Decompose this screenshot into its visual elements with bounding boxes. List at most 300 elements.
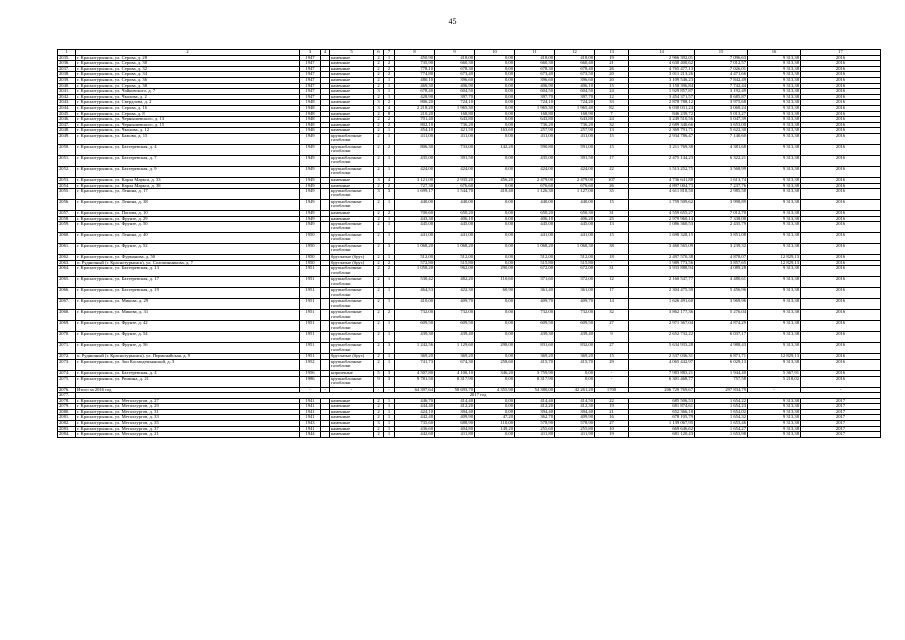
floors-cell: 2	[374, 310, 384, 321]
area-cell: 450,90	[395, 55, 435, 61]
area-cell: 530,42	[395, 277, 435, 288]
address-cell: г. Краснотурьинск, ул. Ленина, д. 17	[76, 189, 300, 200]
year-built-cell: 1948	[300, 111, 321, 117]
cost-cell: 681 874,61	[629, 404, 695, 410]
area-cell: 0,00	[475, 398, 515, 404]
year-built-cell: 1949	[300, 155, 321, 166]
plan-year-cell: 2016	[801, 343, 881, 354]
residents-cell: 19	[595, 404, 629, 410]
plan-year-cell: 2016	[801, 55, 881, 61]
total-dash-cell: -	[330, 387, 374, 393]
cost-cell: 2 979 960,14	[629, 216, 695, 222]
limit-cost-cell: 9 313,38	[748, 211, 801, 217]
total-dash-cell: -	[384, 387, 395, 393]
area-cell: 609,50	[555, 321, 595, 332]
address-cell: г. Краснотурьинск, ул. Бахтеревская, д. 4	[76, 144, 300, 155]
year-built-cell: 1941	[300, 398, 321, 404]
row-number: 2050.	[58, 144, 76, 155]
address-cell: г. Краснотурьинск, ул. Зои Космодемьянской, д. 3	[76, 360, 300, 371]
table-row	[58, 343, 881, 354]
year-built-cell: 1949	[300, 189, 321, 200]
unit-cost-cell: 4 874,29	[695, 321, 748, 332]
cost-cell: 678 105,79	[629, 415, 695, 421]
limit-cost-cell: 12 829,13	[748, 260, 801, 266]
row-number: 2076.	[58, 387, 76, 393]
cost-cell: 669 646,62	[629, 426, 695, 432]
entrances-cell: 1	[384, 94, 395, 100]
floors-cell: 9	[374, 376, 384, 387]
entrances-cell: 1	[384, 321, 395, 332]
unit-cost-cell: 3 969,96	[695, 299, 748, 310]
area-cell: 512,00	[515, 255, 555, 261]
wall-material-cell: каменные	[330, 409, 374, 415]
floors-cell: 3	[374, 189, 384, 200]
address-cell: г. Краснотурьинск, ул. Металлургов, д. 29	[76, 404, 300, 410]
row-number: 2060.	[58, 233, 76, 244]
wall-material-cell: брусчатые (брус)	[330, 255, 374, 261]
residents-cell: 20	[595, 77, 629, 83]
floors-cell: 2	[374, 128, 384, 134]
row-number: 2077.	[58, 393, 76, 398]
residents-cell: 27	[595, 321, 629, 332]
year-built-cell: 1941	[300, 415, 321, 421]
year-built-cell: 1949	[300, 166, 321, 177]
limit-cost-cell: 9 313,38	[748, 111, 801, 117]
plan-year-cell: 2016	[801, 166, 881, 177]
area-cell: 396,60	[435, 77, 475, 83]
area-cell: 778,10	[395, 66, 435, 72]
residents-cell: 82	[595, 105, 629, 111]
entrances-cell: 1	[384, 133, 395, 144]
unit-cost-cell: 1 654,23	[695, 404, 748, 410]
address-cell: г. Краснотурьинск, ул. Свердлова, д. 2	[76, 100, 300, 106]
plan-year-cell: 2016	[801, 299, 881, 310]
address-cell: г. Краснотурьинск, ул. Фрунзе, д. 29	[76, 216, 300, 222]
wall-material-cell: каменные	[330, 55, 374, 61]
floors-cell: 2	[374, 94, 384, 100]
area-cell: 397,70	[555, 94, 595, 100]
wall-material-cell: каменные	[330, 94, 374, 100]
area-cell: 397,70	[435, 94, 475, 100]
limit-cost-cell: 9 313,38	[748, 183, 801, 189]
page-number: 45	[448, 17, 457, 26]
wall-material-cell: каменные	[330, 77, 374, 83]
column-number-5: 5	[330, 50, 374, 56]
area-cell: 660,40	[555, 61, 595, 67]
table-row	[58, 360, 881, 371]
row-number: 2065.	[58, 277, 76, 288]
entrances-cell: 2	[384, 266, 395, 277]
wall-material-cell: каменные	[330, 72, 374, 78]
floors-cell: 2	[374, 200, 384, 211]
table-row	[58, 222, 881, 233]
residents-cell: 19	[595, 55, 629, 61]
residents-cell: 25	[595, 216, 629, 222]
area-cell: 806,30	[395, 144, 435, 155]
area-cell: 406,10	[515, 216, 555, 222]
cost-cell: 4 065 442,97	[629, 360, 695, 371]
year-built-cell: 1944	[300, 432, 321, 438]
residents-cell: -	[595, 376, 629, 387]
col4-cell	[321, 144, 330, 155]
row-number: 2081.	[58, 415, 76, 421]
cost-cell: 2 966 392,01	[629, 55, 695, 61]
year-built-cell: 1949	[300, 211, 321, 217]
wall-material-cell: каменные	[330, 89, 374, 95]
cost-cell: 6 030 031,24	[629, 105, 695, 111]
area-cell: 674,30	[435, 360, 475, 371]
wall-material-cell: крупноблочные газоблоки	[330, 166, 374, 177]
table-row	[58, 155, 881, 166]
residents-cell: 24	[595, 89, 629, 95]
year-built-cell: 1951	[300, 343, 321, 354]
area-cell: 0,00	[475, 354, 515, 360]
cost-cell: 3 109 546,23	[629, 77, 695, 83]
housing-register-table	[57, 49, 880, 438]
area-cell: 9 781,50	[395, 376, 435, 387]
area-cell: 604,50	[435, 89, 475, 95]
limit-cost-cell: 9 313,38	[748, 321, 801, 332]
area-cell: 391,50	[555, 155, 595, 166]
cost-cell: 1 759 509,62	[629, 200, 695, 211]
col4-cell	[321, 321, 330, 332]
area-cell: 1 965,30	[435, 105, 475, 111]
area-cell: 394,40	[555, 409, 595, 415]
cost-cell: 4 765 477,13	[629, 66, 695, 72]
table-row	[58, 332, 881, 343]
area-cell: 0,00	[475, 77, 515, 83]
area-cell: 0,00	[475, 83, 515, 89]
residents-cell: 27	[595, 421, 629, 427]
unit-cost-cell: 7 237,76	[695, 183, 748, 189]
col4-cell	[321, 288, 330, 299]
residents-cell: 26	[595, 183, 629, 189]
area-cell: 369,20	[555, 354, 595, 360]
area-cell: 733,00	[435, 144, 475, 155]
area-cell: 515,80	[555, 260, 595, 266]
plan-year-cell: 2016	[801, 122, 881, 128]
cost-cell: 2 537 036,31	[629, 354, 695, 360]
area-cell: 482,20	[435, 277, 475, 288]
area-cell: 0,00	[475, 183, 515, 189]
area-cell: 404,80	[435, 426, 475, 432]
col4-cell	[321, 155, 330, 166]
area-cell: 391,50	[435, 155, 475, 166]
row-number: 2062.	[58, 255, 76, 261]
wall-material-cell: каменные	[330, 404, 374, 410]
area-cell: 412,20	[515, 404, 555, 410]
limit-cost-cell: 9 313,38	[748, 409, 801, 415]
row-number: 2066.	[58, 288, 76, 299]
area-cell: 1 242,56	[395, 343, 435, 354]
floors-cell: 2	[374, 415, 384, 421]
area-cell: 676,60	[555, 183, 595, 189]
row-number: 2040.	[58, 83, 76, 89]
entrances-cell: 3	[384, 371, 395, 377]
limit-cost-cell: 9 313,38	[748, 343, 801, 354]
area-cell: 4 106,10	[435, 371, 475, 377]
table-row	[58, 376, 881, 387]
entrances-cell: 2	[384, 100, 395, 106]
cost-cell: 3 454 371,57	[629, 94, 695, 100]
wall-material-cell: каменные	[330, 398, 374, 404]
unit-cost-cell: 7 026,01	[695, 66, 748, 72]
plan-year-cell: 2016	[801, 255, 881, 261]
year-built-cell: 1948	[300, 122, 321, 128]
area-cell: 142,20	[475, 144, 515, 155]
address-cell: г. Краснотурьинск, ул. Фурманова, д. 50	[76, 255, 300, 261]
year-built-cell: 1949	[300, 222, 321, 233]
row-number: 2041.	[58, 89, 76, 95]
area-cell: 0,00	[475, 117, 515, 123]
floors-cell: 3	[374, 89, 384, 95]
area-cell: 2 935,20	[435, 177, 475, 183]
plan-year-cell: 2016	[801, 376, 881, 387]
wall-material-cell: крупноблочные газоблоки	[330, 200, 374, 211]
address-cell: г. Краснотурьинск, ул. Бахтеревская, д. 13	[76, 266, 300, 277]
col4-cell	[321, 244, 330, 255]
unit-cost-cell: 7 338,00	[695, 216, 748, 222]
cost-cell: 1 086 360,53	[629, 222, 695, 233]
entrances-cell: 1	[384, 409, 395, 415]
unit-cost-cell: 1 654,32	[695, 415, 748, 421]
area-cell: 0,00	[475, 376, 515, 387]
wall-material-cell: крупноблочные газоблоки	[330, 144, 374, 155]
address-cell: г. Краснотурьинск, ул. Чайковского, д. 7	[76, 89, 300, 95]
limit-cost-cell: 9 313,38	[748, 266, 801, 277]
row-number: 2064.	[58, 266, 76, 277]
address-cell: г. Краснотурьинск, ул. Чкалова, д. 2	[76, 94, 300, 100]
address-cell: г. Краснотурьинск, ул. Бахтеревская, д. 17	[76, 277, 300, 288]
area-cell: 0,00	[475, 133, 515, 144]
limit-cost-cell: 9 313,38	[748, 404, 801, 410]
table-row	[58, 244, 881, 255]
area-cell: 414,50	[555, 398, 595, 404]
area-cell: 409,90	[555, 415, 595, 421]
area-cell: 149,20	[475, 426, 515, 432]
row-number: 2072.	[58, 354, 76, 360]
area-cell: 411,90	[555, 432, 595, 438]
total-year-cell: -	[801, 387, 881, 393]
area-cell: 110,60	[475, 277, 515, 288]
wall-material-cell: брусчатые (брус)	[330, 260, 374, 266]
entrances-cell: 1	[384, 432, 395, 438]
unit-cost-cell: 5 013,27	[695, 111, 748, 117]
cost-cell: 1 139 067,95	[629, 421, 695, 427]
plan-year-cell: 2016	[801, 89, 881, 95]
year-built-cell: 1948	[300, 100, 321, 106]
year-built-cell: 1947	[300, 89, 321, 95]
area-cell: 442,60	[395, 432, 435, 438]
wall-material-cell: каменные	[330, 61, 374, 67]
residents-cell: 32	[595, 310, 629, 321]
area-cell: 409,70	[555, 299, 595, 310]
area-cell: 371,60	[515, 277, 555, 288]
address-cell: г. Краснотурьинск, ул. Бахтеревская, д. 4	[76, 371, 300, 377]
plan-year-cell: 2016	[801, 260, 881, 266]
area-cell: 735,60	[395, 421, 435, 427]
area-cell: 436,60	[395, 426, 435, 432]
address-cell: г. Краснотурьинск, ул. Серова, д. 38	[76, 83, 300, 89]
unit-cost-cell: 7 842,49	[695, 77, 748, 83]
col4-cell	[321, 166, 330, 177]
area-cell: 736,20	[555, 122, 595, 128]
area-cell: 0,00	[475, 255, 515, 261]
address-cell: г. Краснотурьинск, ул. Фрунзе, д. 52	[76, 244, 300, 255]
entrances-cell: 1	[384, 299, 395, 310]
cost-cell: 3 862 177,36	[629, 310, 695, 321]
year-built-cell: 1941	[300, 426, 321, 432]
wall-material-cell: каменные	[330, 100, 374, 106]
year-built-cell: 1949	[300, 133, 321, 144]
area-cell: 440,00	[435, 200, 475, 211]
cost-cell: 846 239,72	[629, 111, 695, 117]
floors-cell: 3	[374, 421, 384, 427]
plan-year-cell: 2016	[801, 321, 881, 332]
col4-cell	[321, 376, 330, 387]
year-built-cell: 1951	[300, 321, 321, 332]
total-area-cell: 58 693,70	[435, 387, 475, 393]
area-cell: 774,80	[395, 72, 435, 78]
entrances-cell: 3	[384, 343, 395, 354]
area-cell: 2 218,20	[395, 105, 435, 111]
area-cell: 673,50	[555, 72, 595, 78]
cost-cell: 2 160 547,77	[629, 277, 695, 288]
plan-year-cell: 2017	[801, 432, 881, 438]
residents-cell: 13	[595, 128, 629, 134]
unit-cost-cell: 5 047,39	[695, 117, 748, 123]
area-cell: 4 507,80	[395, 371, 435, 377]
unit-cost-cell: 6 037,17	[695, 332, 748, 343]
floors-cell: 2	[374, 144, 384, 155]
floors-cell: 2	[374, 55, 384, 61]
wall-material-cell: каменные	[330, 83, 374, 89]
cost-cell: 2 475 144,23	[629, 155, 695, 166]
area-cell: 409,90	[435, 415, 475, 421]
plan-year-cell: 2016	[801, 72, 881, 78]
limit-cost-cell: 9 313,38	[748, 133, 801, 144]
entrances-cell: 1	[384, 55, 395, 61]
area-cell: 406,20	[555, 216, 595, 222]
plan-year-cell: 2016	[801, 266, 881, 277]
col4-cell	[321, 277, 330, 288]
area-cell: 412,20	[435, 404, 475, 410]
area-cell: 673,40	[435, 72, 475, 78]
address-cell: г. Краснотурьинск, ул. Ленина, д. 40	[76, 233, 300, 244]
area-cell: 1 068,20	[435, 244, 475, 255]
wall-material-cell: каменные	[330, 216, 374, 222]
area-cell: 439,40	[435, 332, 475, 343]
year-built-cell: 1986	[300, 376, 321, 387]
col4-cell	[321, 233, 330, 244]
floors-cell: 2	[374, 233, 384, 244]
address-cell: г. Краснотурьинск, ул. Микова, д. 29	[76, 299, 300, 310]
address-cell: г. Краснотурьинск, ул. Серова, д. 16	[76, 105, 300, 111]
cost-cell: 4 559 655,27	[629, 211, 695, 217]
entrances-cell: 1	[384, 233, 395, 244]
total-area-cell: 54 380,00	[515, 387, 555, 393]
area-cell: 1 544,70	[435, 189, 475, 200]
area-cell: 676,60	[435, 183, 475, 189]
area-cell: 411,00	[555, 133, 595, 144]
area-cell: 0,00	[475, 216, 515, 222]
area-cell: 604,50	[515, 89, 555, 95]
wall-material-cell: крупноблочные газоблоки	[330, 266, 374, 277]
floors-cell: 2	[374, 332, 384, 343]
unit-cost-cell: 1 944,40	[695, 371, 748, 377]
plan-year-cell: 2016	[801, 66, 881, 72]
row-number: 2035.	[58, 55, 76, 61]
plan-year-cell: 2016	[801, 233, 881, 244]
area-cell: 414,40	[435, 398, 475, 404]
year-built-cell: 1947	[300, 77, 321, 83]
area-cell: 480,10	[395, 77, 435, 83]
row-number: 2052.	[58, 166, 76, 177]
area-cell: 591,00	[555, 144, 595, 155]
area-cell: 609,50	[515, 321, 555, 332]
plan-year-cell: 2017	[801, 426, 881, 432]
residents-cell: 107	[595, 177, 629, 183]
area-cell: 454,10	[395, 128, 435, 134]
year-built-cell: 1941	[300, 404, 321, 410]
residents-cell: 17	[595, 155, 629, 166]
residents-cell: -	[595, 371, 629, 377]
cost-cell: 3 011 213,26	[629, 72, 695, 78]
area-cell: 578,90	[555, 421, 595, 427]
area-cell: 732,00	[435, 310, 475, 321]
wall-material-cell: крупноблочные газоблоки	[330, 310, 374, 321]
plan-year-cell: 2017	[801, 409, 881, 415]
row-number: 2074.	[58, 371, 76, 377]
row-number: 2049.	[58, 133, 76, 144]
residents-cell: 15	[595, 133, 629, 144]
area-cell: 1 699,17	[395, 189, 435, 200]
area-cell: 439,30	[515, 332, 555, 343]
area-cell: 456,20	[475, 177, 515, 183]
plan-year-cell: 2016	[801, 155, 881, 166]
row-number: 2079.	[58, 404, 76, 410]
area-cell: 732,00	[555, 310, 595, 321]
area-cell: 672,00	[555, 266, 595, 277]
column-number-12: 12	[555, 50, 595, 56]
area-cell: 832,00	[555, 343, 595, 354]
plan-year-cell: 2016	[801, 360, 881, 371]
area-cell: 444,40	[395, 404, 435, 410]
area-cell: 724,10	[515, 100, 555, 106]
limit-cost-cell: 9 313,38	[748, 415, 801, 421]
area-cell: 650,20	[515, 211, 555, 217]
cost-cell: 3 150 396,84	[629, 83, 695, 89]
area-cell: 0,00	[475, 321, 515, 332]
address-cell: г. Краснотурьинск, ул. Бахтеревская, д. 7	[76, 155, 300, 166]
row-number: 2047.	[58, 122, 76, 128]
wall-material-cell: крупноблочные газоблоки	[330, 360, 374, 371]
area-cell: 1 129,60	[435, 343, 475, 354]
area-cell: 445,00	[395, 222, 435, 233]
entrances-cell: 1	[384, 404, 395, 410]
row-number: 2078.	[58, 398, 76, 404]
table-row	[58, 277, 881, 288]
plan-year-cell: 2016	[801, 244, 881, 255]
area-cell: 1 127,00	[555, 189, 595, 200]
area-cell: 396,60	[555, 77, 595, 83]
address-cell: п. Рудничный (г. Краснотурьинск), ул. Соломинникова, д. 7	[76, 260, 300, 266]
area-cell: 0,00	[555, 371, 595, 377]
area-cell: 0,00	[475, 72, 515, 78]
area-cell: 0,00	[475, 155, 515, 166]
cost-cell: 3 933 888,94	[629, 266, 695, 277]
row-number: 2051.	[58, 155, 76, 166]
